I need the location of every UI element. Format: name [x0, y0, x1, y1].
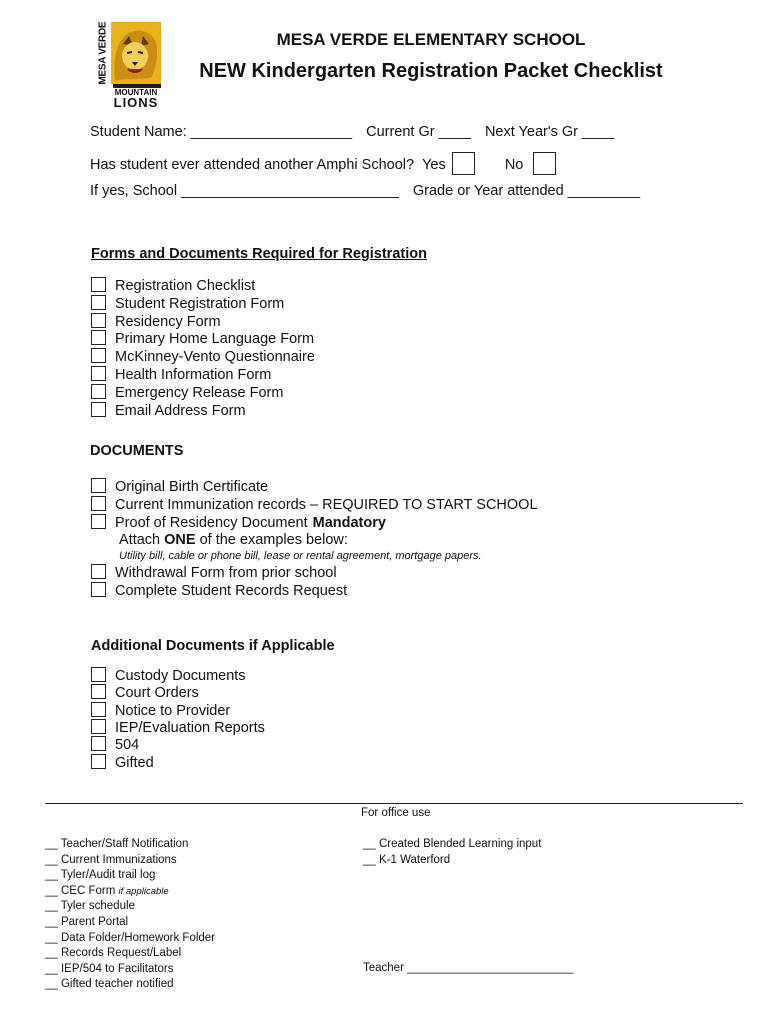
checklist-item-label: Notice to Provider	[115, 702, 231, 719]
logo-bottom-text-2: LIONS	[113, 95, 159, 110]
attach-instruction	[119, 532, 348, 548]
page-title: NEW Kindergarten Registration Packet Checklist	[199, 60, 663, 82]
checklist-item-label: Registration Checklist	[115, 278, 256, 294]
yes-label: Yes	[422, 157, 446, 173]
mandatory-label: Mandatory	[312, 515, 386, 531]
attended-question: Has student ever attended another Amphi School?	[90, 157, 415, 173]
checklist-item	[91, 754, 154, 772]
checklist-item-label: McKinney-Vento Questionnaire	[115, 349, 315, 366]
office-use-heading: For office use	[361, 807, 431, 819]
office-item: __ Data Folder/Homework Folder	[45, 931, 216, 944]
student-name-label: Student Name: ____________________	[90, 124, 353, 140]
checklist-item-label: Complete Student Records Request	[115, 583, 348, 599]
checklist-item	[91, 496, 538, 514]
current-grade-label: Current Gr ____	[366, 124, 471, 140]
office-right-list	[363, 837, 541, 868]
checkbox[interactable]	[91, 478, 106, 493]
residency-examples-note: Utility bill, cable or phone bill, lease or rental agreement, mortgage papers.	[119, 550, 482, 562]
checklist-item-label: Health Information Form	[115, 367, 272, 383]
checkbox[interactable]	[91, 348, 106, 363]
checkbox[interactable]	[91, 667, 106, 682]
checklist-item-label: Student Registration Form	[115, 295, 285, 312]
checkbox[interactable]	[91, 684, 106, 699]
checkbox[interactable]	[91, 496, 106, 511]
additional-section-heading: Additional Documents if Applicable	[91, 638, 335, 654]
office-item: __ Current Immunizations	[45, 853, 177, 866]
checklist-item	[91, 582, 347, 600]
checklist-item	[91, 736, 139, 754]
teacher-line: Teacher __________________________	[363, 962, 574, 974]
office-item: __ Tyler schedule	[45, 900, 135, 913]
if-yes-school-label: If yes, School ___________________________	[90, 183, 399, 199]
checkbox[interactable]	[91, 754, 106, 769]
cec-note: if applicable	[118, 885, 169, 897]
attended-question-line	[90, 152, 556, 175]
yes-checkbox[interactable]	[452, 152, 475, 175]
checklist-item-label: Emergency Release Form	[115, 384, 284, 401]
office-item: __ K-1 Waterford	[363, 853, 451, 866]
checkbox[interactable]	[91, 402, 106, 417]
office-left-list	[45, 837, 215, 993]
checkbox[interactable]	[91, 366, 106, 381]
checklist-item	[91, 348, 315, 366]
office-item: __ Tyler/Audit trail log	[45, 869, 156, 882]
checklist-item	[91, 514, 386, 532]
checklist-item	[91, 478, 268, 496]
checklist-item	[91, 684, 199, 702]
checklist-item-label: Current Immunization records – REQUIRED TO START SCHOOL	[115, 497, 538, 513]
grade-attended-label: Grade or Year attended _________	[412, 183, 641, 199]
checklist-item-label: Court Orders	[115, 685, 199, 702]
checklist-item-label: Gifted	[115, 754, 154, 771]
attach-post: of the examples below:	[195, 532, 348, 548]
office-item: __ Teacher/Staff Notification	[45, 838, 189, 850]
office-item: __ Gifted teacher notified	[45, 978, 174, 991]
checkbox[interactable]	[91, 719, 106, 734]
checklist-item-label: Residency Form	[115, 313, 221, 330]
office-item: __ Records Request/Label	[45, 947, 182, 960]
attach-pre: Attach	[119, 532, 165, 548]
checklist-item-label: Withdrawal Form from prior school	[115, 565, 337, 581]
checklist-item-label: Original Birth Certificate	[115, 479, 269, 495]
office-item: __ IEP/504 to Facilitators	[45, 962, 174, 975]
checklist-item	[91, 402, 246, 420]
checkbox[interactable]	[91, 313, 106, 328]
checklist-item-label: IEP/Evaluation Reports	[115, 719, 265, 736]
checklist-item	[91, 702, 230, 720]
office-item-cec	[45, 884, 215, 900]
previous-school-line	[90, 183, 640, 199]
checkbox[interactable]	[91, 564, 106, 579]
checklist-item-label: Primary Home Language Form	[115, 331, 315, 348]
attach-one: ONE	[164, 532, 196, 548]
office-item-cec-label: __ CEC Form	[45, 884, 116, 897]
checklist-item	[91, 313, 221, 331]
checklist-item	[91, 330, 314, 348]
office-item: __ Parent Portal	[45, 915, 129, 928]
documents-section-heading: DOCUMENTS	[90, 443, 184, 459]
checkbox[interactable]	[91, 514, 106, 529]
checklist-item	[91, 564, 337, 582]
checkbox[interactable]	[91, 736, 106, 751]
checklist-item	[91, 366, 271, 384]
checklist-item	[91, 295, 284, 313]
checklist-item	[91, 277, 255, 295]
checklist-item	[91, 384, 283, 402]
no-checkbox[interactable]	[533, 152, 556, 175]
checkbox[interactable]	[91, 295, 106, 310]
student-name-line	[90, 124, 614, 140]
checkbox[interactable]	[91, 384, 106, 399]
checklist-item-label: 504	[115, 737, 140, 754]
checklist-item	[91, 667, 246, 685]
checkbox[interactable]	[91, 277, 106, 292]
office-divider	[45, 803, 743, 804]
checkbox[interactable]	[91, 582, 106, 597]
checklist-item-label: Custody Documents	[115, 668, 246, 684]
checkbox[interactable]	[91, 330, 106, 345]
logo-bottom-text-1: MOUNTAIN	[114, 88, 158, 97]
checklist-item-label: Proof of Residency Document	[115, 515, 308, 531]
office-item: __ Created Blended Learning input	[363, 838, 542, 850]
checklist-item-label: Email Address Form	[115, 402, 246, 419]
school-name: MESA VERDE ELEMENTARY SCHOOL	[276, 30, 586, 49]
checklist-item	[91, 719, 265, 737]
next-year-grade-label: Next Year's Gr ____	[484, 124, 615, 140]
forms-section-heading: Forms and Documents Required for Registration	[91, 246, 427, 262]
no-label: No	[504, 157, 524, 173]
logo-top-text: MESA VERDE	[97, 21, 109, 85]
checkbox[interactable]	[91, 702, 106, 717]
